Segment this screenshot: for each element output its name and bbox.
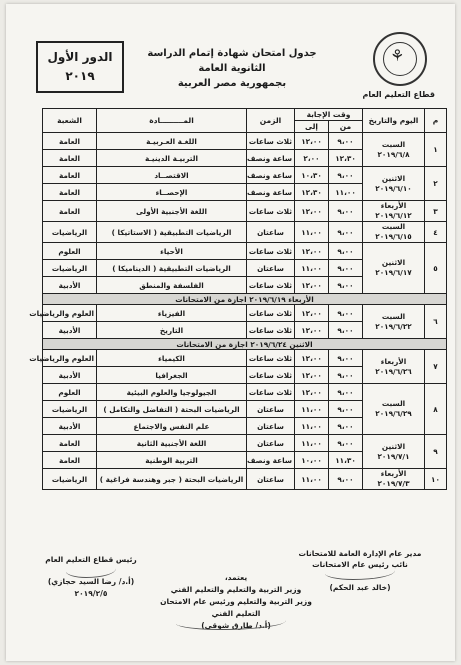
branch: العلوم والرياضيات [43,305,97,322]
branch: الرياضيات [43,401,97,418]
minister-title-3: التعليم الفني [211,609,261,618]
duration: ساعة ونصف [247,150,295,167]
col-header-duration: الزمن [247,109,295,133]
ministry-seal-icon [373,32,427,86]
day-date-cell [363,243,425,294]
subject: الرياضيات التطبيقية ( الديناميكا ) [97,260,247,277]
time-from: ٩،٠٠ [329,222,363,243]
day-date-cell [363,305,425,339]
table-row [43,243,447,260]
branch: العامة [43,452,97,469]
exam-schedule-table [29,108,447,490]
time-from: ١١،٣٠ [329,452,363,469]
col-header-branch: الشعبة [43,109,97,133]
branch: العامة [43,167,97,184]
day-date-cell [363,222,425,243]
time-to: ١١،٠٠ [295,418,329,435]
exam-date: ٢٠١٩/٦/١٠ [375,183,412,193]
duration: ثلاث ساعات [247,133,295,150]
duration: ثلاث ساعات [247,277,295,294]
time-to: ١٢،٠٠ [295,133,329,150]
department-label: قطاع التعليم العام [362,90,435,99]
table-row [43,167,447,184]
document-header [6,26,455,99]
duration: ساعتان [247,418,295,435]
time-from: ٩،٠٠ [329,277,363,294]
branch: العامة [43,133,97,150]
subject: الإحصــاء [97,184,247,201]
day-name: السبت [381,139,406,149]
exam-date: ٢٠١٩/٦/١٥ [375,232,412,241]
duration: ثلاث ساعات [247,384,295,401]
table-row [43,435,447,452]
exam-date: ٢٠١٩/٦/١٧ [375,268,412,277]
exam-date: ٢٠١٩/٦/٨ [377,149,410,159]
table-row [43,350,447,367]
time-to: ١٢،٠٠ [295,243,329,260]
time-from: ٩،٠٠ [329,418,363,435]
time-to: ١١،٠٠ [295,469,329,490]
branch: العامة [43,184,97,201]
branch: العلوم والرياضيات [43,350,97,367]
subject: التربية الوطنية [97,452,247,469]
subject: الاقتصــاد [97,167,247,184]
duration: ساعتان [247,260,295,277]
branch: الأدبية [43,418,97,435]
day-name: الأربعاء [380,201,407,210]
time-to: ١٢،٣٠ [295,184,329,201]
branch: الرياضيات [43,469,97,490]
row-number: ٥ [425,243,447,294]
day-date-cell [363,167,425,201]
round-year: ٢٠١٩ [65,69,95,83]
time-to: ١٢،٠٠ [295,322,329,339]
day-date-cell [363,350,425,384]
exam-date: ٢٠١٩/٧/٣ [377,479,410,488]
subject: الكيمياء [97,350,247,367]
day-name: الاثنين [381,441,406,451]
time-from: ٩،٠٠ [329,243,363,260]
table-header-row [43,109,447,121]
time-from: ٩،٠٠ [329,384,363,401]
time-to: ١٠،٣٠ [295,167,329,184]
time-from: ٩،٠٠ [329,305,363,322]
branch: الأدبية [43,367,97,384]
col-header-from: من [329,121,363,133]
table-row [43,222,447,243]
time-from: ١١،٠٠ [329,184,363,201]
subject: اللغـة العـربيـة [97,133,247,150]
duration: ساعتان [247,469,295,490]
minister-name: (أ.د/ طارق شوقي) [201,621,271,630]
table-row [43,305,447,322]
row-number: ٧ [425,350,447,384]
branch: الأدبية [43,277,97,294]
exam-break-notice: الاثنين ٢٠١٩/٦/٢٤ اجازة من الامتحانات [43,339,447,350]
duration: ثلاث ساعات [247,322,295,339]
col-header-day-date: اليوم والتاريخ [363,109,425,133]
time-from: ٩،٠٠ [329,435,363,452]
approval-label: يعتمد، [224,573,248,582]
row-number: ٩ [425,435,447,469]
day-name: الأربعاء [380,356,407,366]
row-number: ٢ [425,167,447,201]
row-number: ٨ [425,384,447,435]
duration: ثلاث ساعات [247,243,295,260]
subject: الأحياء [97,243,247,260]
subject: الفيزياء [97,305,247,322]
round-label: الدور الأول [47,50,113,64]
duration: ساعة ونصف [247,184,295,201]
subject: الفلسفة والمنطق [97,277,247,294]
signatory-subtitle: نائب رئيس عام الامتحانات [312,560,408,569]
day-name: الاثنين [381,173,406,183]
time-to: ١٢،٠٠ [295,350,329,367]
time-to: ١٢،٠٠ [295,277,329,294]
minister-title: وزير التربية والتعليم والتعليم الفني [170,585,302,594]
exam-round-box [36,41,124,93]
branch: الأدبية [43,322,97,339]
table-row [43,384,447,401]
exam-break-notice: الأربعاء ٢٠١٩/٦/١٩ اجازة من الامتحانات [43,294,447,305]
day-name: السبت [381,399,406,408]
break-row [43,294,447,305]
day-name: الأربعاء [380,469,407,478]
signatory-name: (أ.د/ رضا السيد حجازي) [47,577,135,586]
time-to: ١٢،٠٠ [295,305,329,322]
branch: العامة [43,435,97,452]
day-date-cell [363,435,425,469]
title-line-2: بجمهورية مصر العربية [177,78,287,89]
day-name: الاثنين [381,258,406,267]
row-number: ٣ [425,201,447,222]
signature-date: ٢٠١٩/٢/٥ [74,589,108,598]
day-date-cell [363,201,425,222]
exam-date: ٢٠١٩/٦/٢٦ [375,366,412,376]
day-name: السبت [381,222,406,231]
subject: الجيولوجيا والعلوم البيئية [97,384,247,401]
duration: ثلاث ساعات [247,201,295,222]
exam-date: ٢٠١٩/٧/١ [377,451,410,461]
col-header-num: م [425,109,447,133]
time-from: ٩،٠٠ [329,167,363,184]
time-from: ٩،٠٠ [329,133,363,150]
exam-date: ٢٠١٩/٦/١٢ [375,211,412,220]
subject: التاريخ [97,322,247,339]
time-from: ٩،٠٠ [329,367,363,384]
time-to: ١٢،٠٠ [295,384,329,401]
document-footer [6,544,455,664]
document-page [6,4,455,661]
time-to: ١٢،٠٠ [295,201,329,222]
subject: الرياضيات البحتة ( التفاضل والتكامل ) [97,401,247,418]
branch: العلوم [43,384,97,401]
row-number: ٤ [425,222,447,243]
subject: الرياضيات التطبيقية ( الاستاتيكا ) [97,222,247,243]
time-from: ٩،٠٠ [329,260,363,277]
time-from: ٩،٠٠ [329,322,363,339]
eagle-icon: ⚘ [390,46,405,65]
duration: ثلاث ساعات [247,305,295,322]
time-from: ٩،٠٠ [329,401,363,418]
signatory-title: مدير عام الإدارة العامة للامتحانات [298,549,422,558]
col-header-time-group: وقت الإجابة [295,109,363,121]
duration: ساعتان [247,435,295,452]
duration: ساعة ونصف [247,167,295,184]
minister-title-2: وزير التربية والتعليم ورئيس عام الامتحان [160,597,312,606]
day-date-cell [363,469,425,490]
duration: ثلاث ساعات [247,350,295,367]
day-name: السبت [381,311,406,321]
row-number: ١ [425,133,447,167]
table-row [43,133,447,150]
branch: الرياضيات [43,260,97,277]
document-title [137,46,327,91]
time-to: ١١،٠٠ [295,401,329,418]
exam-date: ٢٠١٩/٦/٢٢ [375,321,412,331]
row-number: ٦ [425,305,447,339]
exam-date: ٢٠١٩/٦/٢٩ [375,409,412,418]
subject: الرياضيات البحتة ( جبر وهندسة فراغية ) [97,469,247,490]
branch: العامة [43,201,97,222]
time-to: ١٠،٠٠ [295,452,329,469]
duration: ساعتان [247,401,295,418]
break-row [43,339,447,350]
duration: ثلاث ساعات [247,367,295,384]
row-number: ١٠ [425,469,447,490]
col-header-to: إلى [295,121,329,133]
subject: التربيـة الدينيـة [97,150,247,167]
time-to: ١١،٠٠ [295,435,329,452]
title-line-1: جدول امتحان شهادة إتمام الدراسة الثانوية العامة [147,48,317,74]
signatory-name: (خالد عبد الحكم) [329,583,391,592]
subject: الجغرافيا [97,367,247,384]
time-from: ١٢،٣٠ [329,150,363,167]
col-header-subject: المـــــــــادة [97,109,247,133]
branch: العلوم [43,243,97,260]
duration: ساعتان [247,222,295,243]
time-to: ١١،٠٠ [295,222,329,243]
subject: علم النفس والاجتماع [97,418,247,435]
day-date-cell [363,133,425,167]
time-to: ١١،٠٠ [295,260,329,277]
table-row [43,201,447,222]
branch: الرياضيات [43,222,97,243]
duration: ساعة ونصف [247,452,295,469]
branch: العامة [43,150,97,167]
time-from: ٩،٠٠ [329,201,363,222]
time-to: ١٢،٠٠ [295,367,329,384]
time-from: ٩،٠٠ [329,350,363,367]
signatory-title: رئيس قطاع التعليم العام [45,555,137,564]
table-row [43,469,447,490]
subject: اللغة الأجنبية الأولى [97,201,247,222]
day-date-cell [363,384,425,435]
subject: اللغة الأجنبية الثانية [97,435,247,452]
time-to: ٢،٠٠ [295,150,329,167]
time-from: ٩،٠٠ [329,469,363,490]
